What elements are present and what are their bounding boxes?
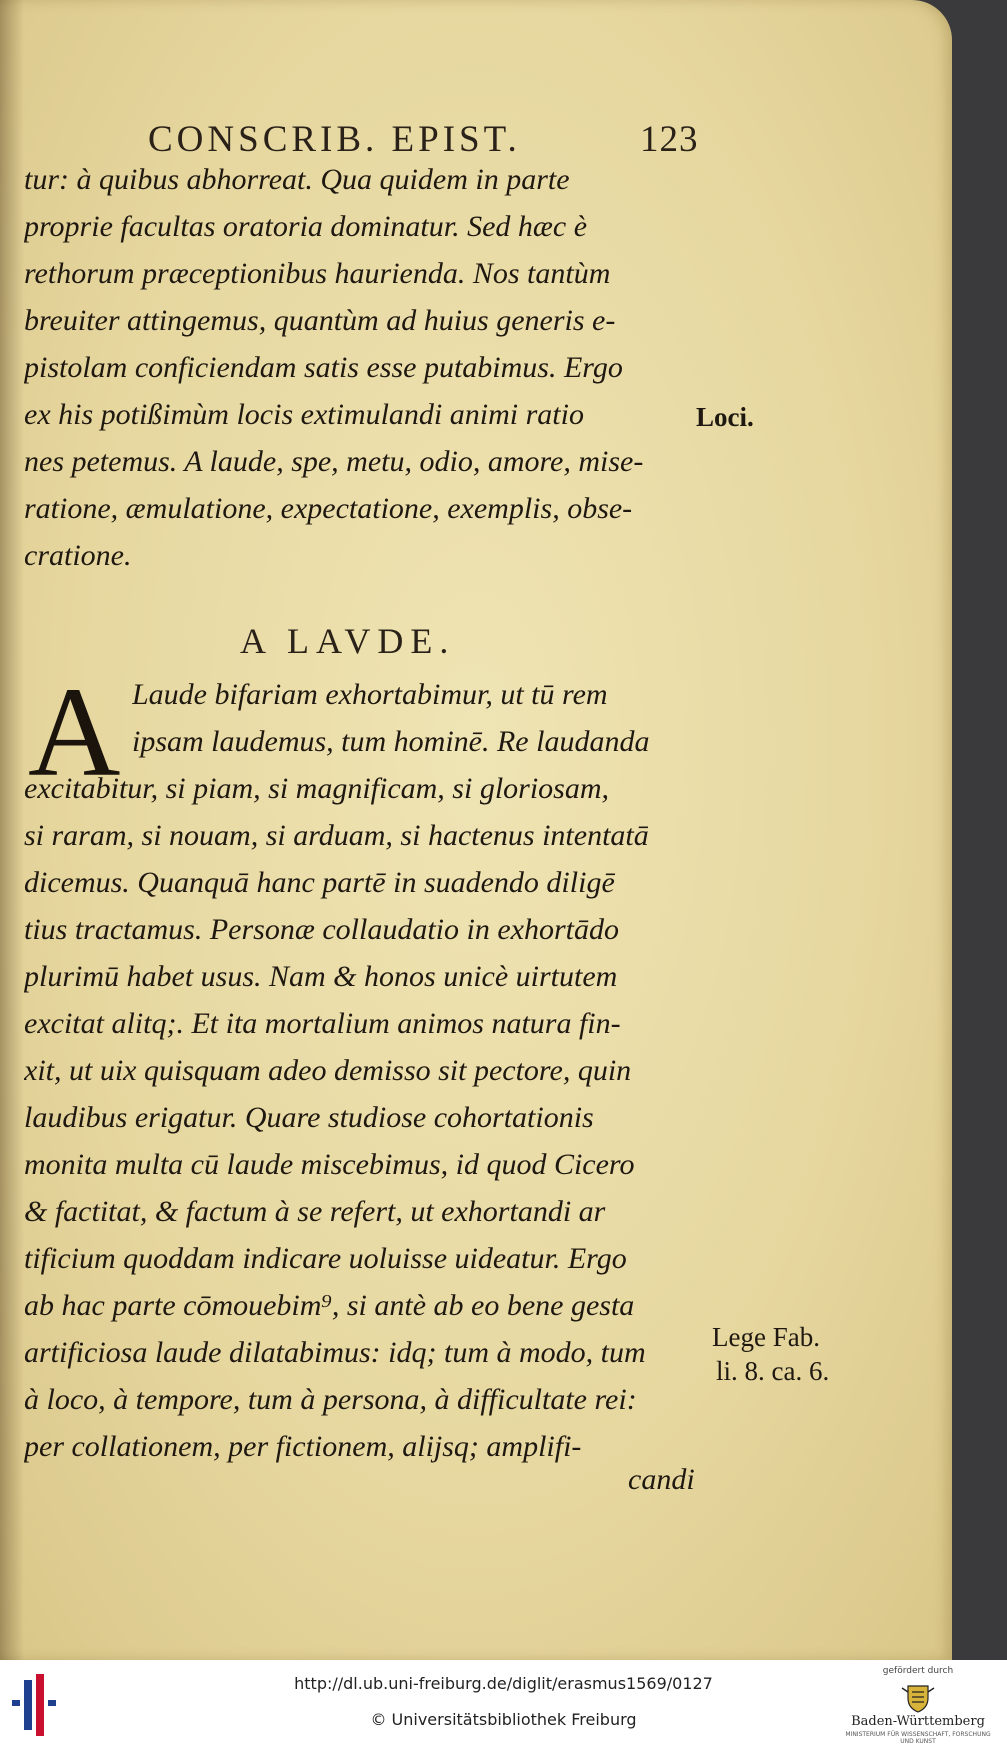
running-title: CONSCRIB. EPIST.	[148, 119, 521, 160]
permalink-url[interactable]: http://dl.ub.uni-freiburg.de/diglit/erasmus1569/0127	[294, 1674, 713, 1693]
text-line: monita multa cū laude miscebimus, id quod Cicero	[24, 1148, 635, 1181]
text-line: dicemus. Quanquā hanc partē in suadendo diligē	[24, 866, 615, 899]
margin-note-lege-ref: li. 8. ca. 6.	[716, 1356, 830, 1386]
text-line: plurimū habet usus. Nam & honos unicè uirtutem	[24, 960, 618, 993]
section-heading: A LAVDE.	[240, 621, 456, 661]
coat-of-arms-icon	[900, 1682, 936, 1714]
text-line: laudibus erigatur. Quare studiose cohortationis	[24, 1101, 594, 1134]
text-line: per collationem, per fictionem, alijsq; amplifi-	[24, 1430, 582, 1463]
text-line: Laude bifariam exhortabimur, ut tū rem	[132, 678, 608, 711]
sponsor-block	[838, 1666, 998, 1748]
text-line: tur: à quibus abhorreat. Qua quidem in parte	[24, 163, 570, 196]
text-line: breuiter attingemus, quantùm ad huius generis e-	[24, 304, 616, 337]
catchword: candi	[628, 1463, 695, 1496]
copyright-notice: © Universitätsbibliothek Freiburg	[370, 1710, 637, 1729]
text-line: à loco, à tempore, tum à persona, à difficultate rei:	[24, 1383, 637, 1416]
text-line: excitat alitq;. Et ita mortalium animos natura fin-	[24, 1007, 621, 1040]
text-line: cratione.	[24, 539, 132, 572]
text-line: xit, ut uix quisquam adeo demisso sit pectore, quin	[24, 1054, 632, 1087]
text-line: excitabitur, si piam, si magnificam, si gloriosam,	[24, 772, 609, 805]
text-line: ratione, æmulatione, expectatione, exemplis, obse-	[24, 492, 633, 525]
text-line: ab hac parte cōmouebim⁹, si antè ab eo bene gesta	[24, 1289, 635, 1322]
sponsor-label: gefördert durch	[882, 1666, 954, 1676]
text-line: artificiosa laude dilatabimus: idq; tum à modo, tum	[24, 1336, 646, 1369]
text-line: ipsam laudemus, tum hominē. Re laudanda	[132, 725, 650, 758]
margin-note-lege: Lege Fab.	[712, 1322, 820, 1352]
sponsor-subtitle: MINISTERIUM FÜR WISSENSCHAFT, FORSCHUNG UND KUNST	[845, 1731, 991, 1745]
text-line: nes petemus. A laude, spe, metu, odio, amore, mise-	[24, 445, 644, 478]
text-line: proprie facultas oratoria dominatur. Sed hæc è	[24, 210, 588, 243]
text-line: tius tractamus. Personæ collaudatio in exhortādo	[24, 913, 619, 946]
text-line: ex his potißimùm locis extimulandi animi ratio	[24, 398, 584, 431]
drop-cap-initial: A	[28, 661, 121, 803]
margin-note-loci: Loci.	[696, 402, 754, 432]
text-line: pistolam conficiendam satis esse putabimus. Ergo	[24, 351, 623, 384]
footer	[0, 1660, 1007, 1751]
text-line: rethorum præceptionibus haurienda. Nos tantùm	[24, 257, 611, 290]
text-line: si raram, si nouam, si arduam, si hactenus intentatā	[24, 819, 649, 852]
folio-number: 123	[640, 119, 699, 160]
sponsor-name: Baden-Württemberg	[851, 1714, 985, 1729]
text-line: tificium quoddam indicare uoluisse uideatur. Ergo	[24, 1242, 627, 1275]
text-line: & factitat, & factum à se refert, ut exhortandi ar	[24, 1195, 606, 1228]
